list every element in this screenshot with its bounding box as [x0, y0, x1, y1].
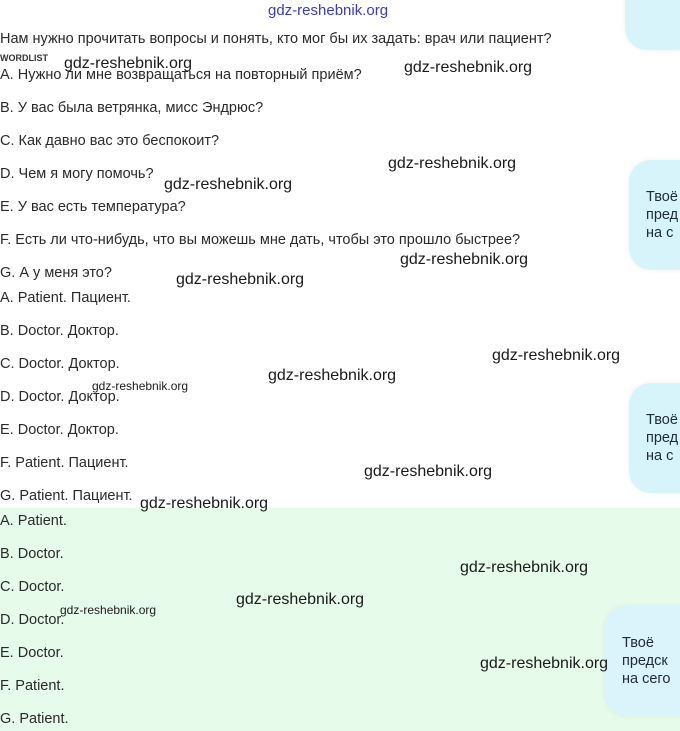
side-card-2-text: Твоё пред на с: [646, 412, 679, 464]
item-a: A. Нужно ли мне возвращаться на повторный приём?: [0, 67, 362, 83]
watermark: gdz-reshebnik.org: [140, 495, 269, 512]
watermark: gdz-reshebnik.org: [60, 603, 157, 617]
side-card-3[interactable]: [605, 606, 680, 716]
watermark: gdz-reshebnik.org: [404, 59, 533, 76]
item-g: G. А у меня это?: [0, 265, 112, 281]
item-d: D. Чем я могу помочь?: [0, 166, 154, 182]
answer-ru-g: G. Patient. Пациент.: [0, 488, 133, 504]
side-card-3-text: Твоё предск на сего: [622, 635, 671, 687]
answer-en-e: E. Doctor.: [0, 645, 64, 661]
answer-ru-f: F. Patient. Пациент.: [0, 455, 129, 471]
side-card-1[interactable]: [629, 160, 680, 270]
task-question: Нам нужно прочитать вопросы и понять, кто мог бы их задать: врач или пациент?: [0, 31, 552, 47]
watermark: gdz-reshebnik.org: [92, 379, 189, 393]
answer-en-g: G. Patient.: [0, 711, 69, 727]
item-e: E. У вас есть температура?: [0, 199, 186, 215]
item-b: B. У вас была ветрянка, мисс Эндрюс?: [0, 100, 264, 116]
answer-en-a: A. Patient.: [0, 513, 67, 529]
answer-en-f: F. Patient.: [0, 678, 65, 694]
watermark: gdz-reshebnik.org: [400, 251, 529, 268]
answer-ru-d: D. Doctor. Доктор.: [0, 389, 120, 405]
watermark: gdz-reshebnik.org: [268, 367, 397, 384]
watermark: gdz-reshebnik.org: [460, 559, 589, 576]
answer-en-b: B. Doctor.: [0, 546, 64, 562]
clipped-heading: WORDLIST: [0, 53, 48, 63]
watermark-top: gdz-reshebnik.org: [268, 2, 389, 19]
item-c: C. Как давно вас это беспокоит?: [0, 133, 220, 149]
watermark: gdz-reshebnik.org: [388, 155, 517, 172]
answer-ru-c: C. Doctor. Доктор.: [0, 356, 120, 372]
answer-ru-e: E. Doctor. Доктор.: [0, 422, 119, 438]
answer-ru-a: A. Patient. Пациент.: [0, 290, 131, 306]
answer-block-background: [0, 508, 680, 731]
side-card-1-text: Твоё пред на с: [646, 189, 679, 241]
answer-en-d: D. Doctor.: [0, 612, 65, 628]
answer-ru-b: B. Doctor. Доктор.: [0, 323, 119, 339]
watermark: gdz-reshebnik.org: [492, 347, 621, 364]
watermark: gdz-reshebnik.org: [164, 176, 293, 193]
watermark: gdz-reshebnik.org: [364, 463, 493, 480]
watermark: gdz-reshebnik.org: [480, 655, 609, 672]
answer-en-c: C. Doctor.: [0, 579, 65, 595]
side-card-top[interactable]: [625, 0, 680, 50]
watermark: gdz-reshebnik.org: [176, 271, 305, 288]
item-f: F. Есть ли что-нибудь, что вы можешь мне дать, чтобы это прошло быстрее?: [0, 232, 521, 248]
watermark: gdz-reshebnik.org: [236, 591, 365, 608]
side-card-2[interactable]: [629, 383, 680, 493]
watermark: gdz-reshebnik.org: [64, 55, 193, 72]
